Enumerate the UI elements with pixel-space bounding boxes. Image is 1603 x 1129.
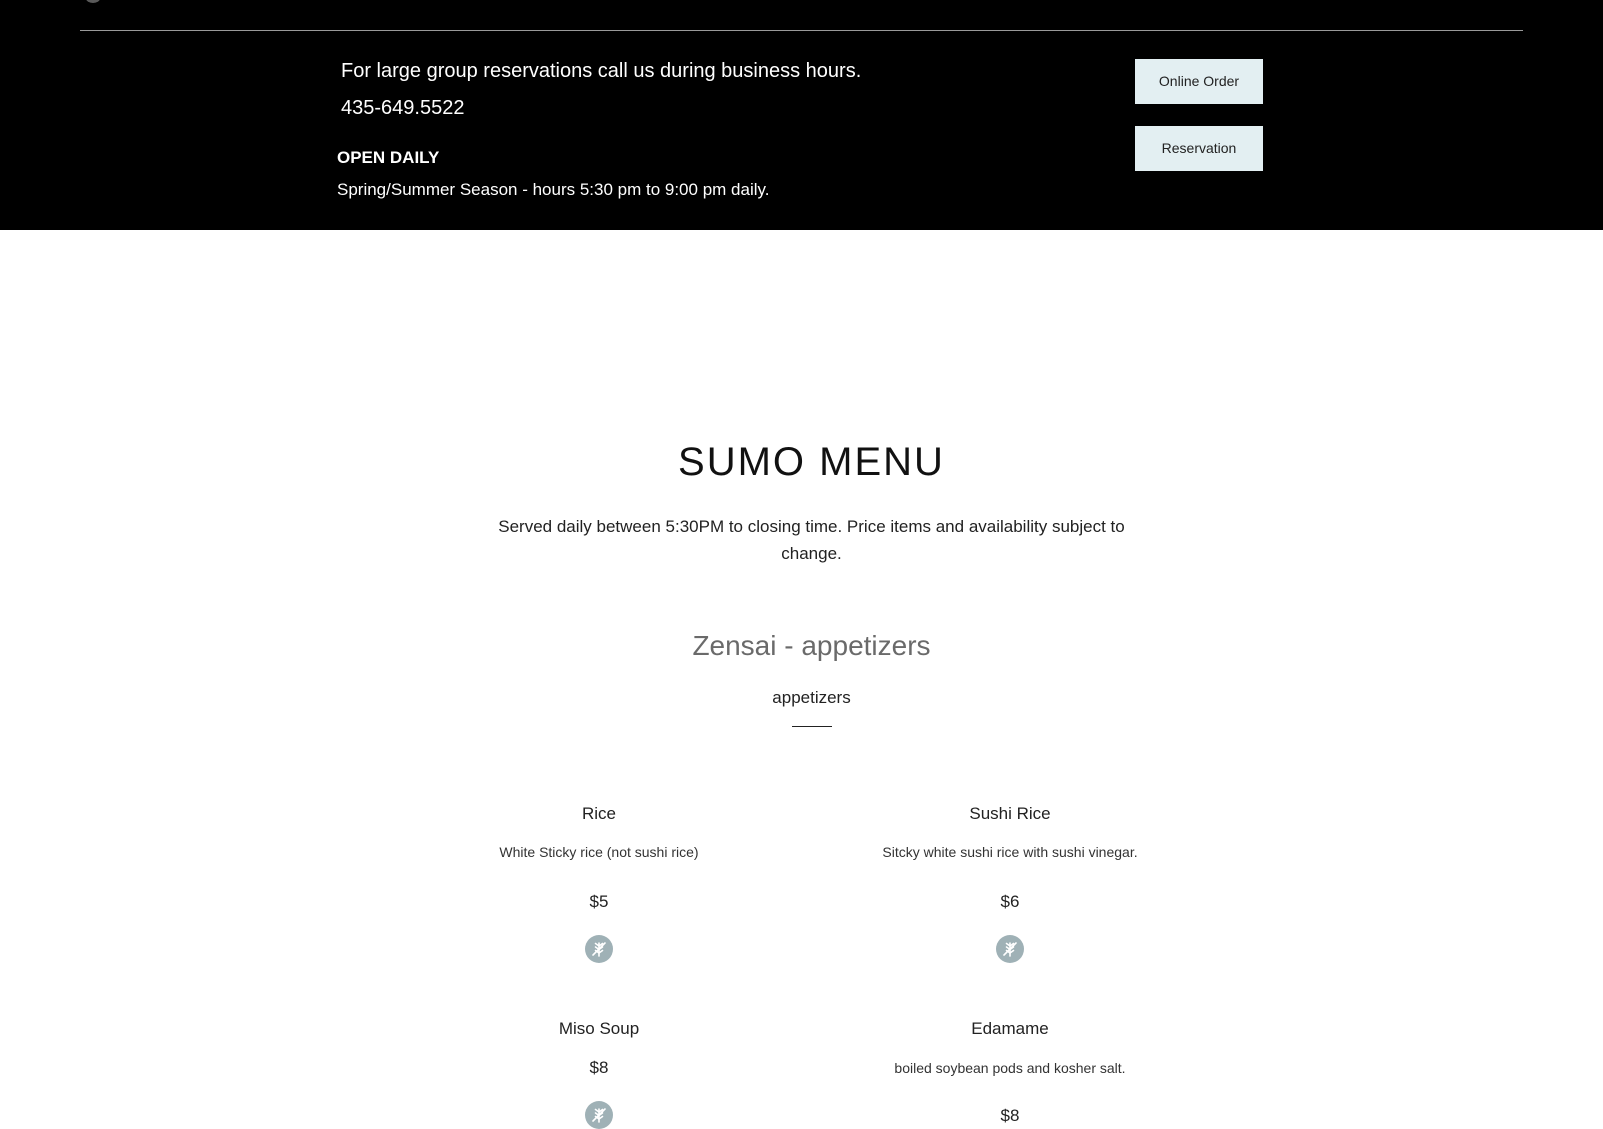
- item-price: $8: [589, 1058, 609, 1077]
- header-divider: [80, 30, 1523, 31]
- gluten-free-icon: [996, 935, 1024, 963]
- open-daily-label: OPEN DAILY: [337, 148, 440, 167]
- logo-fragment: [86, 0, 100, 3]
- item-description: White Sticky rice (not sushi rice): [499, 844, 699, 860]
- menu-description: Served daily between 5:30PM to closing time. Price items and availability subject to change.: [498, 517, 1125, 563]
- section-divider: [792, 726, 832, 727]
- online-order-button[interactable]: Online Order: [1135, 59, 1263, 104]
- group-reservation-text: For large group reservations call us during business hours.: [341, 60, 862, 82]
- menu-title: SUMO MENU: [678, 440, 945, 484]
- item-price: $6: [1000, 892, 1020, 911]
- item-description: boiled soybean pods and kosher salt.: [894, 1060, 1126, 1076]
- reservation-button[interactable]: Reservation: [1135, 126, 1263, 171]
- site-header: [0, 0, 1603, 230]
- phone-number[interactable]: 435-649.5522: [341, 97, 465, 119]
- item-name: Miso Soup: [558, 1019, 640, 1038]
- gluten-free-icon: [585, 935, 613, 963]
- item-description: Sitcky white sushi rice with sushi vinegar.: [882, 844, 1138, 860]
- section-title: Zensai - appetizers: [692, 630, 931, 661]
- section-subtitle: appetizers: [772, 688, 851, 707]
- item-price: $5: [589, 892, 609, 911]
- item-name: Edamame: [971, 1019, 1049, 1038]
- item-price: $8: [1000, 1106, 1020, 1125]
- hours-text: Spring/Summer Season - hours 5:30 pm to 9:00 pm daily.: [337, 180, 770, 199]
- item-name: Rice: [581, 804, 616, 823]
- gluten-free-icon: [585, 1101, 613, 1129]
- item-name: Sushi Rice: [969, 804, 1051, 823]
